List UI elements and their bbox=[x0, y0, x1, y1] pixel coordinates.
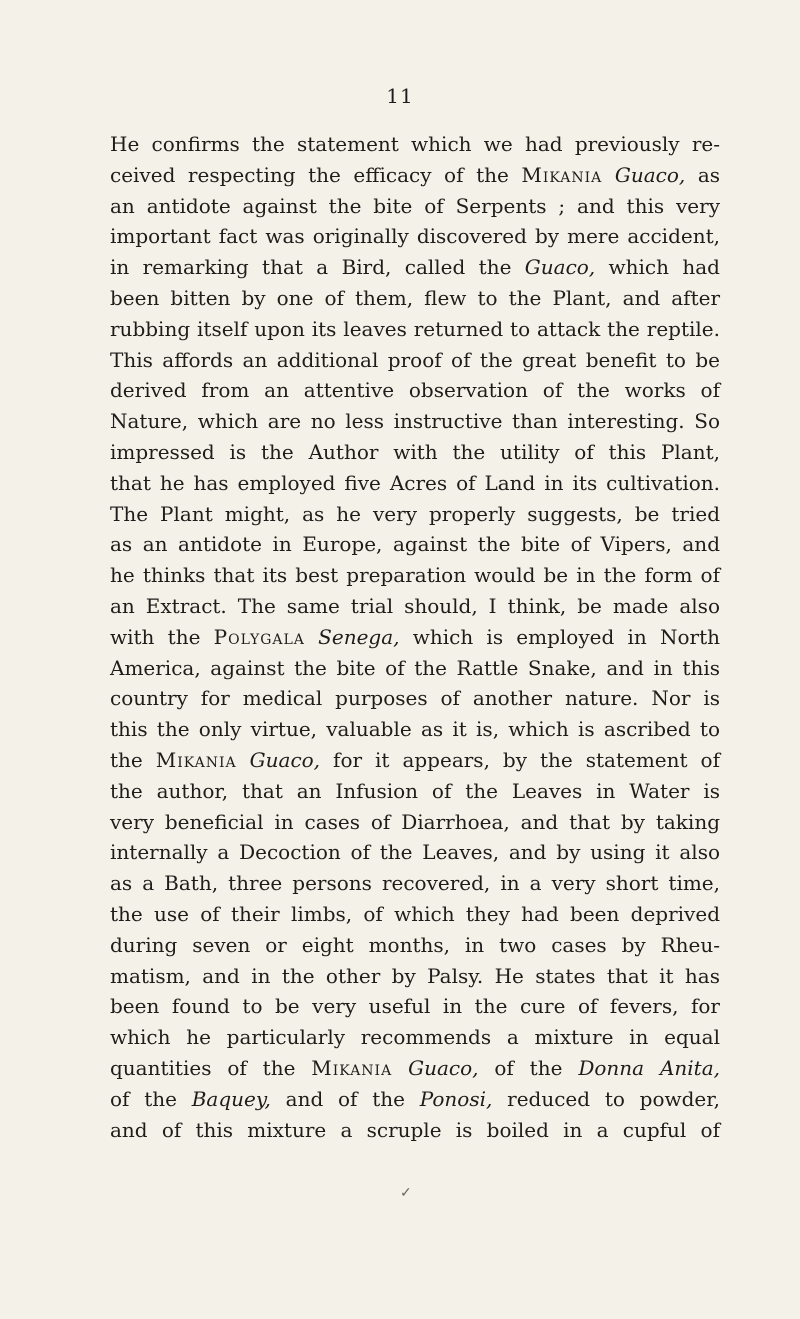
text-run: as a Bath, three persons recovered, in a very short time, bbox=[110, 871, 720, 896]
text-line bbox=[110, 1053, 720, 1084]
italic-text: Donna Anita, bbox=[578, 1055, 720, 1080]
text-run: Nature, which are no less instructive than interesting. So bbox=[110, 409, 720, 434]
text-run: internally a Decoction of the Leaves, and by using it also bbox=[110, 840, 720, 865]
text-line bbox=[110, 714, 720, 745]
text-run: of the bbox=[110, 1086, 192, 1111]
italic-text: Guaco, bbox=[408, 1055, 479, 1080]
text-line bbox=[110, 406, 720, 437]
text-run: and of the bbox=[270, 1086, 420, 1111]
text-run: country for medical purposes of another nature. Nor is bbox=[110, 686, 720, 711]
text-line bbox=[110, 221, 720, 252]
text-run: This affords an additional proof of the great benefit to be bbox=[110, 347, 720, 372]
text-run bbox=[305, 625, 318, 649]
text-line bbox=[110, 252, 720, 283]
text-run: which is employed in North bbox=[399, 624, 721, 649]
text-line bbox=[110, 899, 720, 930]
text-run bbox=[237, 748, 250, 772]
italic-text: Baquey, bbox=[191, 1086, 271, 1111]
italic-text: Ponosi, bbox=[419, 1086, 493, 1111]
text-run: the bbox=[110, 747, 156, 772]
page-number: 11 bbox=[386, 84, 414, 108]
text-run: which he particularly recommends a mixture in equal bbox=[110, 1025, 720, 1050]
text-line bbox=[110, 499, 720, 530]
text-run: matism, and in the other by Palsy. He states that it has bbox=[110, 963, 720, 988]
text-line bbox=[110, 468, 720, 499]
text-run: of the bbox=[478, 1055, 579, 1080]
text-run: the use of their limbs, of which they had been deprived bbox=[110, 901, 720, 926]
small-caps-text: Mikania bbox=[311, 1055, 393, 1080]
text-run: this the only virtue, valuable as it is, which is ascribed to bbox=[110, 717, 720, 742]
text-line bbox=[110, 745, 720, 776]
text-run: he thinks that its best preparation would be in the form of bbox=[110, 563, 720, 588]
text-run: He confirms the statement which we had previously re- bbox=[110, 132, 720, 156]
text-line bbox=[110, 683, 720, 714]
text-line bbox=[110, 345, 720, 376]
text-line bbox=[110, 653, 720, 684]
text-line bbox=[110, 591, 720, 622]
text-run: The Plant might, as he very properly suggests, be tried bbox=[110, 501, 720, 526]
text-line bbox=[110, 1022, 720, 1053]
text-line bbox=[110, 375, 720, 406]
text-run: as bbox=[685, 162, 720, 187]
text-run bbox=[392, 1056, 408, 1080]
small-caps-text: Polygala bbox=[213, 624, 305, 649]
text-run: been bitten by one of them, flew to the Plant, and after bbox=[110, 285, 720, 310]
body-text bbox=[110, 129, 720, 1145]
footer-mark: ✓ bbox=[400, 1185, 412, 1201]
text-run: derived from an attentive observation of the works of bbox=[110, 378, 720, 403]
text-line bbox=[110, 961, 720, 992]
text-line bbox=[110, 807, 720, 838]
italic-text: Senega, bbox=[318, 624, 400, 649]
text-run: quantities of the bbox=[110, 1055, 312, 1080]
text-run: been found to be very useful in the cure of fevers, for bbox=[110, 994, 720, 1019]
text-line bbox=[110, 437, 720, 468]
text-run: and of this mixture a scruple is boiled in a cupful of bbox=[110, 1117, 720, 1142]
text-run: in remarking that a Bird, called the bbox=[110, 255, 525, 280]
text-run: which had bbox=[595, 255, 720, 280]
text-line bbox=[110, 529, 720, 560]
text-line bbox=[110, 191, 720, 222]
text-line bbox=[110, 930, 720, 961]
text-run: rubbing itself upon its leaves returned to attack the reptile. bbox=[110, 316, 720, 341]
text-run bbox=[602, 163, 615, 187]
text-run: for it appears, by the statement of bbox=[320, 747, 720, 772]
text-run: reduced to powder, bbox=[492, 1086, 720, 1111]
text-line bbox=[110, 129, 720, 160]
text-line bbox=[110, 283, 720, 314]
text-line bbox=[110, 991, 720, 1022]
text-line bbox=[110, 160, 720, 191]
text-line bbox=[110, 622, 720, 653]
small-caps-text: Mikania bbox=[521, 162, 603, 187]
text-run: ceived respecting the efficacy of the bbox=[110, 162, 522, 187]
text-run: impressed is the Author with the utility of this Plant, bbox=[110, 439, 720, 464]
small-caps-text: Mikania bbox=[155, 747, 237, 772]
text-line bbox=[110, 868, 720, 899]
text-run: important fact was originally discovered by mere accident, bbox=[110, 224, 720, 249]
text-line bbox=[110, 314, 720, 345]
text-run: that he has employed five Acres of Land in its cultivation. bbox=[110, 470, 720, 495]
text-run: very beneficial in cases of Diarrhoea, and that by taking bbox=[110, 809, 720, 834]
text-line bbox=[110, 560, 720, 591]
text-line bbox=[110, 1084, 720, 1115]
italic-text: Guaco, bbox=[524, 255, 596, 280]
text-run: with the bbox=[110, 624, 214, 649]
text-run: America, against the bite of the Rattle Snake, and in this bbox=[110, 655, 720, 680]
italic-text: Guaco, bbox=[249, 747, 321, 772]
text-line bbox=[110, 1115, 720, 1146]
text-run: during seven or eight months, in two cases by Rheu- bbox=[110, 932, 720, 957]
italic-text: Guaco, bbox=[614, 162, 686, 187]
text-run: an antidote against the bite of Serpents ; and this very bbox=[110, 193, 720, 218]
text-line bbox=[110, 837, 720, 868]
text-run: an Extract. The same trial should, I think, be made also bbox=[110, 593, 720, 618]
text-line bbox=[110, 776, 720, 807]
text-run: as an antidote in Europe, against the bite of Vipers, and bbox=[110, 532, 720, 557]
text-run: the author, that an Infusion of the Leaves in Water is bbox=[110, 778, 720, 803]
